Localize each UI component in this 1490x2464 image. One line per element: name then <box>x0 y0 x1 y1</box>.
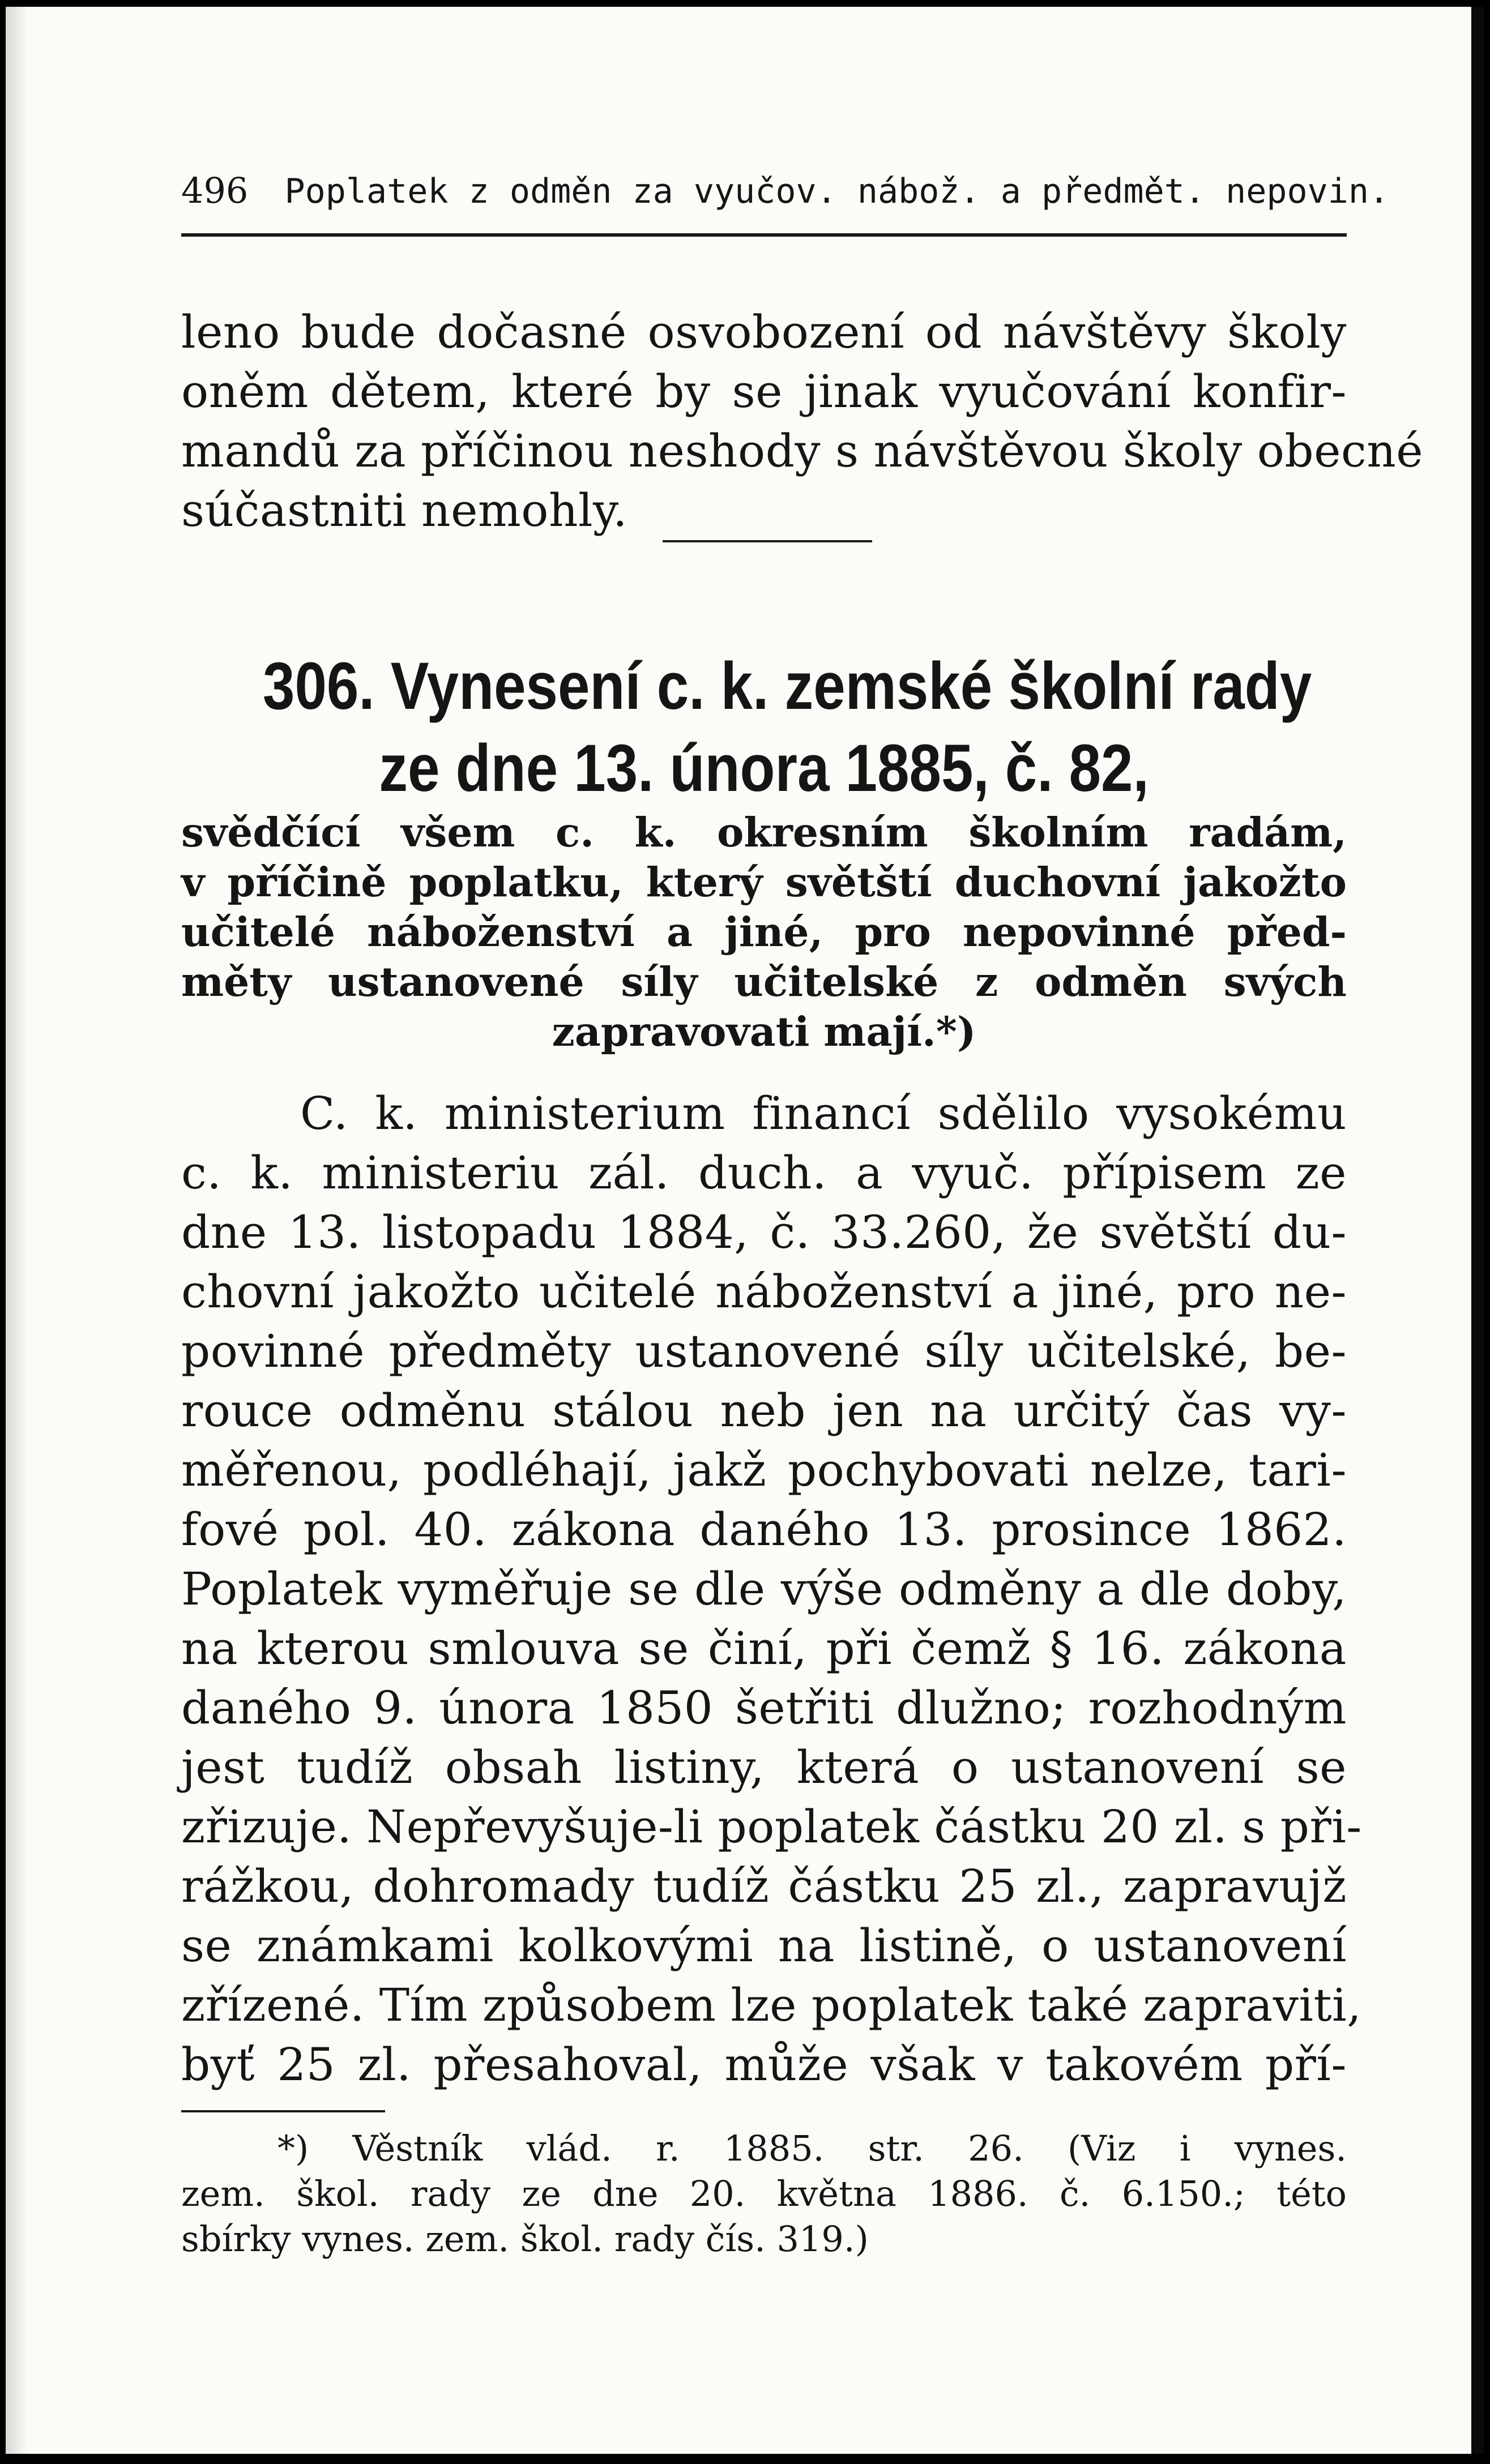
intro-line: leno bude dočasné osvobození od návštěvy školy <box>181 306 1347 358</box>
summary-line: zapravovati mají.*) <box>552 1008 976 1055</box>
footnote-line: zem. škol. rady ze dne 20. května 1886. č. 6.150.; této <box>181 2173 1347 2214</box>
summary-line: svědčící všem c. k. okresním školním radám, <box>181 808 1347 856</box>
body-line: byť 25 zl. přesahoval, může však v takovém pří- <box>181 2038 1347 2091</box>
body-line: c. k. ministeriu zál. duch. a vyuč. přípisem ze <box>181 1147 1347 1199</box>
body-line: fové pol. 40. zákona daného 13. prosince 1862. <box>181 1503 1347 1556</box>
section-divider <box>663 540 872 542</box>
intro-line: mandů za příčinou neshody s návštěvou školy obecné <box>181 425 1424 477</box>
body-line: na kterou smlouva se činí, při čemž § 16. zákona <box>181 1622 1347 1675</box>
footnote-rule <box>181 2110 385 2112</box>
intro-line: súčastniti nemohly. <box>181 484 628 537</box>
summary-line: v příčině poplatku, který světští duchovní jakožto <box>181 858 1347 906</box>
body-line: C. k. ministerium financí sdělilo vysokému <box>300 1087 1347 1140</box>
header-rule <box>181 233 1347 237</box>
body-line: daného 9. února 1850 šetřiti dlužno; rozhodným <box>181 1682 1347 1734</box>
footnote-line: sbírky vynes. zem. škol. rady čís. 319.) <box>181 2218 869 2260</box>
body-line: Poplatek vyměřuje se dle výše odměny a dle doby, <box>181 1563 1347 1615</box>
running-header <box>181 168 1390 213</box>
decree-date: ze dne 13. února 1885, č. 82, <box>379 731 1149 806</box>
summary-line: měty ustanovené síly učitelské z odměn svých <box>181 958 1347 1006</box>
body-line: chovní jakožto učitelé náboženství a jiné, pro ne- <box>181 1265 1347 1318</box>
intro-line: oněm dětem, které by se jinak vyučování konfir- <box>181 365 1347 418</box>
body-line: zřizuje. Nepřevyšuje-li poplatek částku 20 zl. s při- <box>181 1800 1362 1853</box>
body-line: rážkou, dohromady tudíž částku 25 zl., zapravujž <box>181 1860 1347 1913</box>
decree-heading: 306. Vynesení c. k. zemské školní rady <box>263 649 1312 724</box>
footnote-line: *) Věstník vlád. r. 1885. str. 26. (Viz i vynes. <box>277 2128 1347 2169</box>
page-number: 496 <box>181 170 249 211</box>
body-line: se známkami kolkovými na listině, o ustanovení <box>181 1919 1347 1972</box>
running-title: Poplatek z odměn za vyučov. nábož. a předmět. nepovin. <box>284 172 1390 211</box>
book-page <box>6 7 1484 2454</box>
body-line: jest tudíž obsah listiny, která o ustanovení se <box>181 1741 1347 1794</box>
body-line: povinné předměty ustanovené síly učitelské, be- <box>181 1325 1347 1378</box>
body-line: dne 13. listopadu 1884, č. 33.260, že světští du- <box>181 1206 1347 1259</box>
body-line: rouce odměnu stálou neb jen na určitý čas vy- <box>181 1384 1347 1437</box>
body-line: zřízené. Tím způsobem lze poplatek také zapraviti, <box>181 1979 1362 2031</box>
body-line: měřenou, podléhají, jakž pochybovati nelze, tari- <box>181 1444 1347 1496</box>
summary-line: učitelé náboženství a jiné, pro nepovinné před- <box>181 908 1347 956</box>
